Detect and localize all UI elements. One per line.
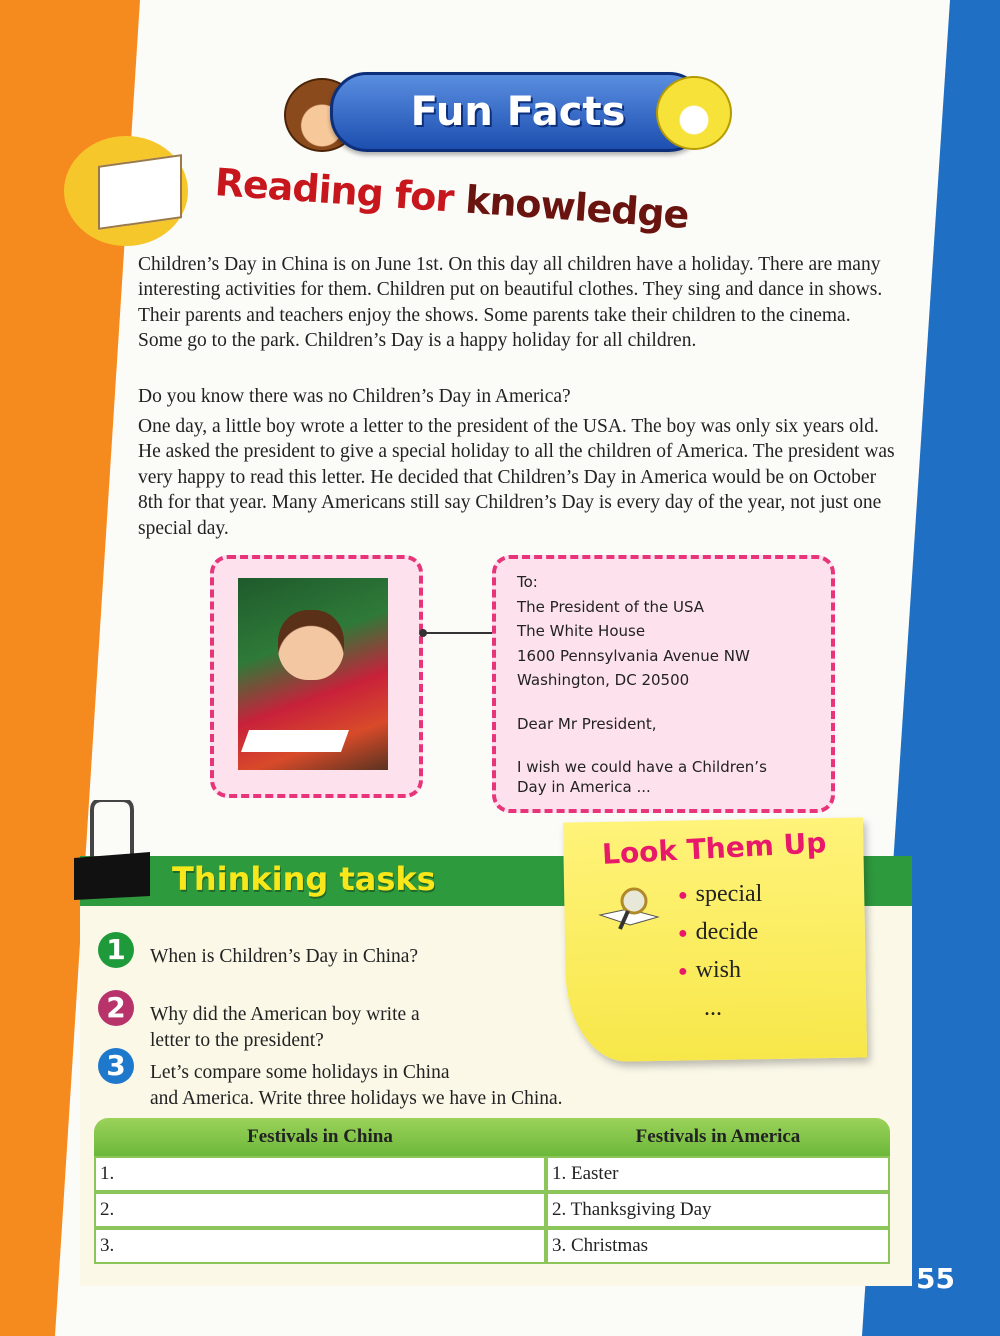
section-title-part2: knowledge xyxy=(463,177,690,238)
china-cell[interactable]: 2. xyxy=(94,1192,546,1228)
vocab-item xyxy=(678,876,762,914)
america-cell: 2. Thanksgiving Day xyxy=(546,1192,890,1228)
china-cell[interactable]: 3. xyxy=(94,1228,546,1264)
vocab-word: decide xyxy=(695,918,759,945)
banner-title: Fun Facts xyxy=(410,89,626,135)
table-row xyxy=(94,1156,890,1192)
section-title-part1: Reading for xyxy=(213,160,455,221)
vocab-ellipsis: ... xyxy=(704,994,722,1021)
letter-line: 1600 Pennsylvania Avenue NW xyxy=(517,646,750,665)
letter-line: I wish we could have a Children’s xyxy=(517,758,767,776)
bullet-icon: ● xyxy=(678,962,688,980)
binder-clip-icon xyxy=(72,800,152,900)
question-2 xyxy=(150,1002,420,1053)
vocabulary-list xyxy=(678,876,762,1027)
question-3 xyxy=(150,1060,563,1111)
vocab-item xyxy=(678,952,762,990)
look-them-up-title: Look Them Up xyxy=(601,826,828,871)
table-row xyxy=(94,1192,890,1228)
paragraph-2: Do you know there was no Children’s Day in America? xyxy=(138,386,571,407)
page-number: 55 xyxy=(916,1262,955,1295)
letter-text xyxy=(517,570,767,795)
letter-line: Washington, DC 20500 xyxy=(517,671,690,689)
letter-line: The White House xyxy=(517,622,646,640)
letter-line: To: xyxy=(517,573,538,591)
column-header-china: Festivals in China xyxy=(94,1118,546,1156)
letter-line: Day in America ... xyxy=(517,778,651,796)
question-text: Why did the American boy write a xyxy=(150,1004,420,1025)
thinking-tasks-title: Thinking tasks xyxy=(172,860,436,898)
paragraph-3: One day, a little boy wrote a letter to the president of the USA. The boy was only six years old. He asked the president to give a special holiday to all the children of America. The president was very happy to read this letter. He decided that Children’s Day in America would be on October 8th for that year. Many Americans still say Children’s Day is every day of the year, not just one special day. xyxy=(138,416,895,539)
question-text: letter to the president? xyxy=(150,1029,324,1051)
fun-facts-banner xyxy=(330,72,706,152)
magnifier-book-icon xyxy=(598,885,664,935)
vocab-item xyxy=(678,914,762,952)
america-cell: 3. Christmas xyxy=(546,1228,890,1264)
letter-line: The President of the USA xyxy=(517,597,705,616)
question-text: and America. Write three holidays we have in China. xyxy=(150,1087,563,1109)
question-text: When is Children’s Day in China? xyxy=(150,946,419,967)
vocab-word: wish xyxy=(695,956,742,983)
question-text: Let’s compare some holidays in China xyxy=(150,1062,450,1083)
question-number-3: 3 xyxy=(98,1048,134,1084)
china-cell[interactable]: 1. xyxy=(94,1156,546,1192)
table-row xyxy=(94,1228,890,1264)
paper-image xyxy=(241,730,349,752)
column-header-america: Festivals in America xyxy=(546,1118,890,1156)
bullet-icon: ● xyxy=(678,924,688,942)
connector-dot xyxy=(419,629,427,637)
paragraph-1: Children’s Day in China is on June 1st. On this day all children have a holiday. There are many interesting activities for them. Children put on beautiful clothes. They sing and dance in shows. Their parents and teachers enjoy the shows. Some parents take their children to the cinema. Some go to the park. Children’s Day is a happy holiday for all children. xyxy=(138,254,883,352)
letter-gap xyxy=(517,693,767,712)
connector-line xyxy=(422,632,500,634)
festivals-table xyxy=(94,1118,890,1264)
question-1 xyxy=(150,944,418,970)
open-book-icon xyxy=(98,154,182,230)
america-cell: 1. Easter xyxy=(546,1156,890,1192)
bullet-icon: ● xyxy=(678,886,688,904)
letter-gap xyxy=(517,736,767,755)
cat-mascot-icon xyxy=(656,76,732,150)
question-number-2: 2 xyxy=(98,990,134,1026)
letter-line: Dear Mr President, xyxy=(517,714,657,733)
boy-head-image xyxy=(278,610,344,680)
vocab-word: special xyxy=(695,881,763,907)
question-number-1: 1 xyxy=(98,932,134,968)
